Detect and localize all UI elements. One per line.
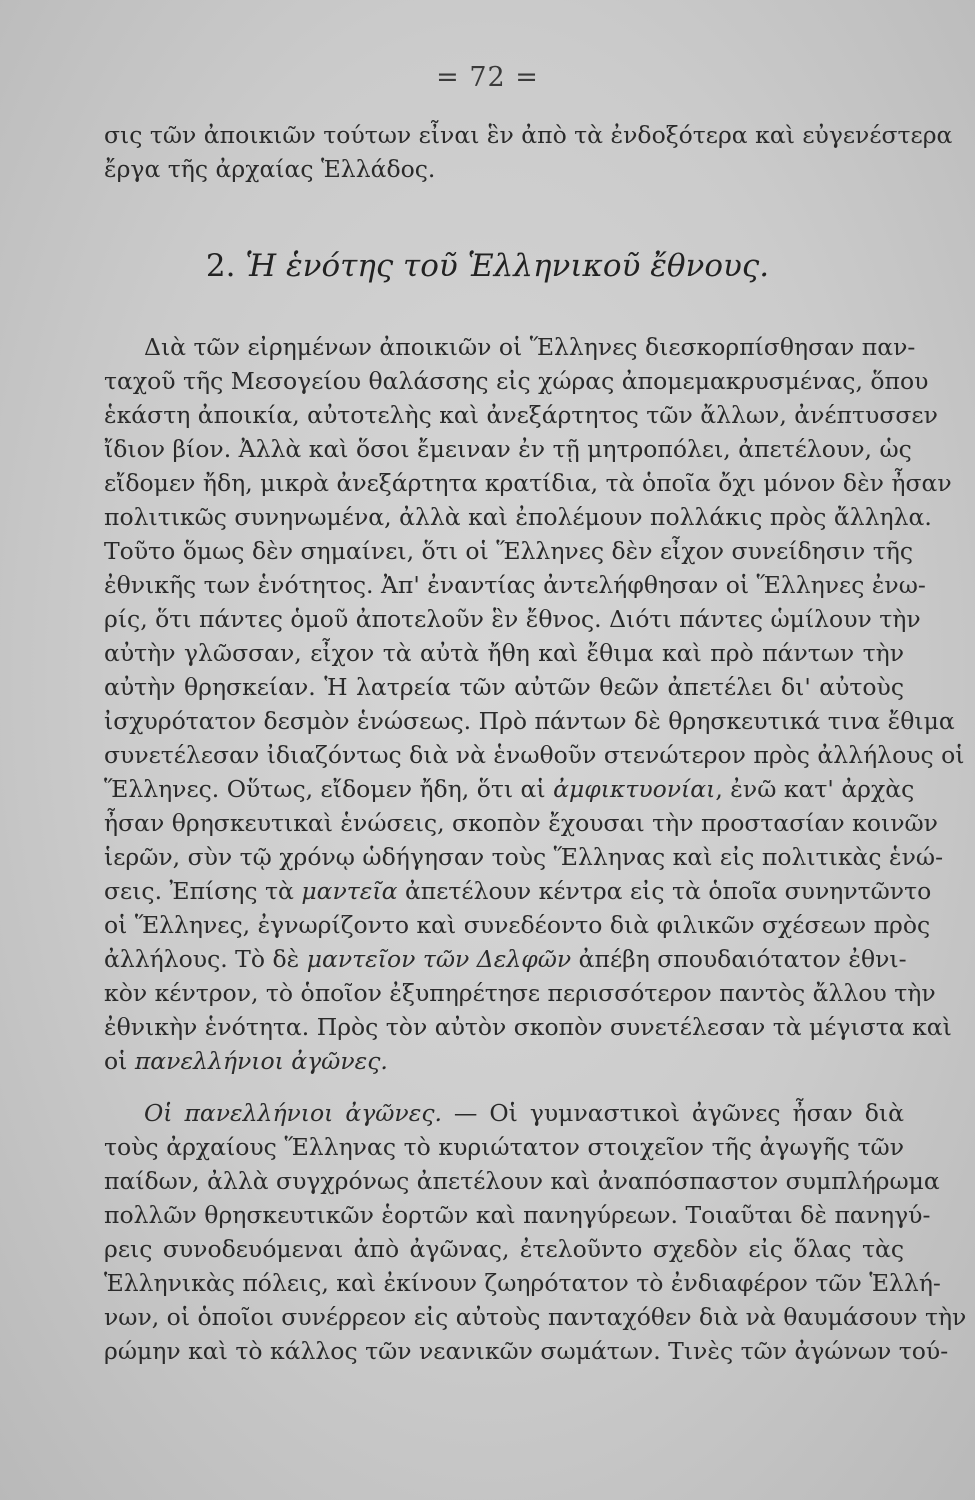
italic-term-manteion-delfon: μαντεῖον τῶν Δελφῶν: [306, 945, 572, 973]
section-title: Ἡ ἑνότης τοῦ Ἑλληνικοῦ ἔθνους.: [245, 248, 770, 284]
text-line: Τοῦτο ὅμως δὲν σημαίνει, ὅτι οἱ Ἕλληνες δὲν εἶχον συνείδησιν τῆς: [104, 537, 914, 565]
text-line: ἴδιον βίον. Ἀλλὰ καὶ ὅσοι ἔμειναν ἐν τῇ μητροπόλει, ἀπετέλουν, ὡς: [104, 435, 912, 463]
text-line: ἑκάστη ἀποικία, αὐτοτελὴς καὶ ἀνεξάρτητος τῶν ἄλλων, ἀνέπτυσσεν: [104, 401, 938, 429]
text-fragment: ἀπέβη σπουδαιότατον ἐθνι-: [571, 945, 907, 973]
text-line: συνετέλεσαν ἰδιαζόντως διὰ νὰ ἑνωθοῦν στενώτερον πρὸς ἀλλήλους οἱ: [104, 741, 965, 769]
italic-term-panellinioi-agones: πανελλήνιοι ἀγῶνες.: [134, 1047, 388, 1075]
text-fragment: οἱ: [104, 1047, 128, 1075]
text-line: Ἑλληνικὰς πόλεις, καὶ ἐκίνουν ζωηρότατον τὸ ἐνδιαφέρον τῶν Ἑλλή-: [104, 1269, 941, 1297]
text-line: ταχοῦ τῆς Μεσογείου θαλάσσης εἰς χώρας ἀπομεμακρυσμένας, ὅπου: [104, 367, 929, 395]
text-line: κὸν κέντρον, τὸ ὁποῖον ἐξυπηρέτησε περισσότερον παντὸς ἄλλου τὴν: [104, 979, 936, 1007]
text-line: αὐτὴν γλῶσσαν, εἶχον τὰ αὐτὰ ἤθη καὶ ἔθιμα καὶ πρὸ πάντων τὴν: [104, 639, 904, 667]
text-fragment: ἀπετέλουν κέντρα εἰς τὰ ὁποῖα συνηντῶντο: [397, 877, 932, 905]
text-line: ρώμην καὶ τὸ κάλλος τῶν νεανικῶν σωμάτων. Τινὲς τῶν ἀγώνων τού-: [104, 1337, 949, 1365]
text-line: ἐθνικῆς των ἑνότητος. Ἀπ' ἐναντίας ἀντελήφθησαν οἱ Ἕλληνες ἐνω-: [104, 571, 926, 599]
text-line: ἱερῶν, σὺν τῷ χρόνῳ ὡδήγησαν τοὺς Ἕλληνας καὶ εἰς πολιτικὰς ἑνώ-: [104, 843, 944, 871]
text-line: πολιτικῶς συνηνωμένα, ἀλλὰ καὶ ἐπολέμουν πολλάκις πρὸς ἄλληλα.: [104, 503, 932, 531]
text-line: ρίς, ὅτι πάντες ὁμοῦ ἀποτελοῦν ἓν ἔθνος. Διότι πάντες ὡμίλουν τὴν: [104, 605, 921, 633]
text-fragment: σεις. Ἐπίσης τὰ: [104, 877, 294, 905]
text-line: αὐτὴν θρησκείαν. Ἡ λατρεία τῶν αὐτῶν θεῶν ἀπετέλει δι' αὐτοὺς: [104, 673, 904, 701]
section-heading: [0, 248, 975, 284]
text-line: τοὺς ἀρχαίους Ἕλληνας τὸ κυριώτατον στοιχεῖον τῆς ἀγωγῆς τῶν: [104, 1133, 904, 1161]
paragraph-unity: [104, 330, 965, 1078]
page-number: = 72 =: [436, 62, 539, 93]
text-line: [104, 1044, 904, 1078]
text-line: ἦσαν θρησκευτικαὶ ἑνώσεις, σκοπὸν ἔχουσαι τὴν προστασίαν κοινῶν: [104, 809, 938, 837]
section-number: 2.: [205, 248, 236, 284]
text-fragment: — Οἱ γυμναστικοὶ ἀγῶνες ἦσαν διὰ: [441, 1099, 905, 1127]
paragraph-title: Οἱ πανελλήνιοι ἀγῶνες.: [144, 1099, 442, 1127]
text-line: ἔργα τῆς ἀρχαίας Ἑλλάδος.: [104, 155, 436, 183]
text-line: Διὰ τῶν εἰρημένων ἀποικιῶν οἱ Ἕλληνες διεσκορπίσθησαν παν-: [144, 333, 916, 361]
text-line: [104, 1096, 904, 1130]
text-line: νων, οἱ ὁποῖοι συνέρρεον εἰς αὐτοὺς πανταχόθεν διὰ νὰ θαυμάσουν τὴν: [104, 1303, 967, 1331]
text-line: παίδων, ἀλλὰ συγχρόνως ἀπετέλουν καὶ ἀναπόσπαστον συμπλήρωμα: [104, 1167, 940, 1195]
paragraph-games: [104, 1096, 967, 1368]
italic-term-amfiktyoniai: ἀμφικτυονίαι: [553, 775, 716, 803]
text-line: οἱ Ἕλληνες, ἐγνωρίζοντο καὶ συνεδέοντο διὰ φιλικῶν σχέσεων πρὸς: [104, 911, 931, 939]
italic-term-manteia: μαντεῖα: [301, 877, 398, 905]
text-line: ἰσχυρότατον δεσμὸν ἑνώσεως. Πρὸ πάντων δὲ θρησκευτικά τινα ἔθιμα: [104, 707, 955, 735]
text-line: [104, 942, 907, 976]
text-line: πολλῶν θρησκευτικῶν ἑορτῶν καὶ πανηγύρεων. Τοιαῦται δὲ πανηγύ-: [104, 1201, 931, 1229]
text-line: [104, 772, 915, 806]
text-line: σις τῶν ἀποικιῶν τούτων εἶναι ἓν ἀπὸ τὰ ἐνδοξότερα καὶ εὐγενέστερα: [104, 121, 953, 149]
intro-text: [104, 118, 953, 186]
text-line: ρεις συνοδευόμεναι ἀπὸ ἀγῶνας, ἐτελοῦντο σχεδὸν εἰς ὅλας τὰς: [104, 1235, 904, 1263]
text-fragment: Ἕλληνες. Οὕτως, εἴδομεν ἤδη, ὅτι αἱ: [104, 775, 546, 803]
text-line: εἴδομεν ἤδη, μικρὰ ἀνεξάρτητα κρατίδια, τὰ ὁποῖα ὄχι μόνον δὲν ἦσαν: [104, 469, 952, 497]
text-line: ἐθνικὴν ἑνότητα. Πρὸς τὸν αὐτὸν σκοπὸν συνετέλεσαν τὰ μέγιστα καὶ: [104, 1013, 952, 1041]
text-fragment: , ἐνῶ κατ' ἀρχὰς: [715, 775, 915, 803]
text-fragment: ἀλλήλους. Τὸ δὲ: [104, 945, 300, 973]
text-line: [104, 874, 932, 908]
